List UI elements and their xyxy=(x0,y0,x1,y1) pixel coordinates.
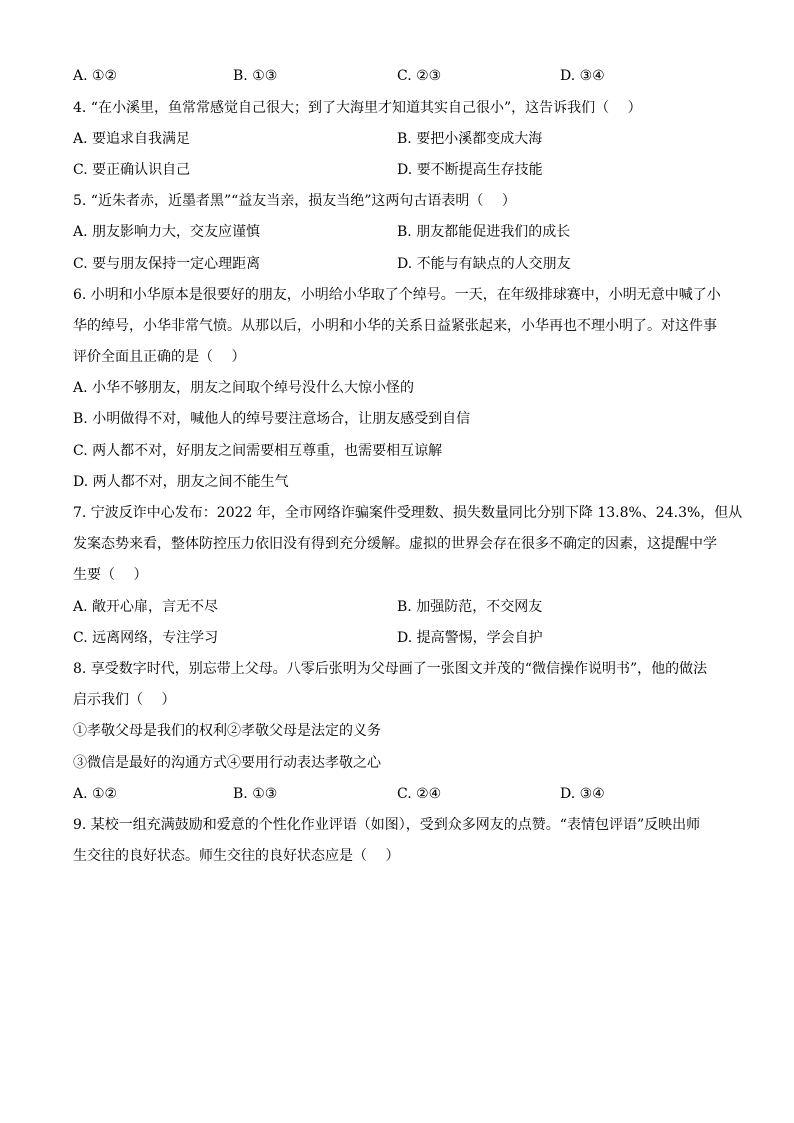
q8-option-b: B. ①③ xyxy=(233,786,278,802)
q8-option-d: D. ③④ xyxy=(560,786,605,802)
q4-options-row2 xyxy=(73,160,733,180)
q6-option-a: A. 小华不够朋友，朋友之间取个绰号没什么大惊小怪的 xyxy=(73,380,415,396)
q4-option-b: B. 要把小溪都变成大海 xyxy=(397,131,543,147)
q3-option-d: D. ③④ xyxy=(560,68,605,84)
q5-option-a: A. 朋友影响力大，交友应谨慎 xyxy=(73,224,261,240)
q3-option-b: B. ①③ xyxy=(233,68,278,84)
q7-option-c: C. 远离网络，专注学习 xyxy=(73,630,219,646)
q5-option-d: D. 不能与有缺点的人交朋友 xyxy=(397,256,571,272)
q7-stem-line-2: 发案态势来看，整体防控压力依旧没有得到充分缓解。虚拟的世界会存在很多不确定的因素，这提醒中学 xyxy=(73,536,717,552)
q7-options-row1 xyxy=(73,597,733,617)
q6-option-d: D. 两人都不对，朋友之间不能生气 xyxy=(73,474,289,490)
q6-option-c: C. 两人都不对，好朋友之间需要相互尊重，也需要相互谅解 xyxy=(73,443,443,459)
q3-options xyxy=(73,66,733,86)
q9-stem-line-1: 9. 某校一组充满鼓励和爱意的个性化作业评语（如图），受到众多网友的点赞。“表情包评语”反映出师 xyxy=(73,817,701,833)
q8-option-a: A. ①② xyxy=(73,786,118,802)
q6-option-b: B. 小明做得不对，喊他人的绰号要注意场合，让朋友感受到自信 xyxy=(73,411,471,427)
q8-stem-line-1: 8. 享受数字时代，别忘带上父母。八零后张明为父母画了一张图文并茂的“微信操作说明书”，他的做法 xyxy=(73,661,708,677)
q7-stem-line-3: 生要（ ） xyxy=(73,567,148,583)
q4-option-c: C. 要正确认识自己 xyxy=(73,162,191,178)
q5-option-c: C. 要与朋友保持一定心理距离 xyxy=(73,256,261,272)
q7-option-a: A. 敞开心扉，言无不尽 xyxy=(73,599,219,615)
q8-item-line-1: ①孝敬父母是我们的权利②孝敬父母是法定的义务 xyxy=(73,723,381,739)
q8-option-c: C. ②④ xyxy=(397,786,442,802)
q3-option-a: A. ①② xyxy=(73,68,118,84)
q4-options-row1 xyxy=(73,129,733,149)
q5-stem: 5. “近朱者赤，近墨者黑”“益友当亲，损友当绝”这两句古语表明（ ） xyxy=(73,193,516,209)
q4-option-a: A. 要追求自我满足 xyxy=(73,131,191,147)
q5-options-row2 xyxy=(73,254,733,274)
q8-item-line-2: ③微信是最好的沟通方式④要用行动表达孝敬之心 xyxy=(73,755,381,771)
q8-options xyxy=(73,784,733,804)
q7-option-d: D. 提高警惕，学会自护 xyxy=(397,630,543,646)
q8-stem-line-2: 启示我们（ ） xyxy=(73,692,176,708)
q6-stem-line-1: 6. 小明和小华原本是很要好的朋友，小明给小华取了个绰号。一天，在年级排球赛中，小明无意中喊了小 xyxy=(73,287,721,303)
q3-option-c: C. ②③ xyxy=(397,68,442,84)
q7-option-b: B. 加强防范，不交网友 xyxy=(397,599,543,615)
q7-stem-line-1: 7. 宁波反诈中心发布：2022 年，全市网络诈骗案件受理数、损失数量同比分别下降 13.8%、24.3%，但从 xyxy=(73,505,743,521)
q7-options-row2 xyxy=(73,628,733,648)
q4-stem: 4. “在小溪里，鱼常常感觉自己很大；到了大海里才知道其实自己很小”，这告诉我们（ ） xyxy=(73,100,642,116)
q4-option-d: D. 要不断提高生存技能 xyxy=(397,162,543,178)
q6-stem-line-3: 评价全面且正确的是（ ） xyxy=(73,349,246,365)
q5-options-row1 xyxy=(73,222,733,242)
q5-option-b: B. 朋友都能促进我们的成长 xyxy=(397,224,571,240)
q6-stem-line-2: 华的绰号，小华非常气愤。从那以后，小明和小华的关系日益紧张起来，小华再也不理小明了。对这件事 xyxy=(73,318,717,334)
q9-stem-line-2: 生交往的良好状态。师生交往的良好状态应是（ ） xyxy=(73,848,400,864)
